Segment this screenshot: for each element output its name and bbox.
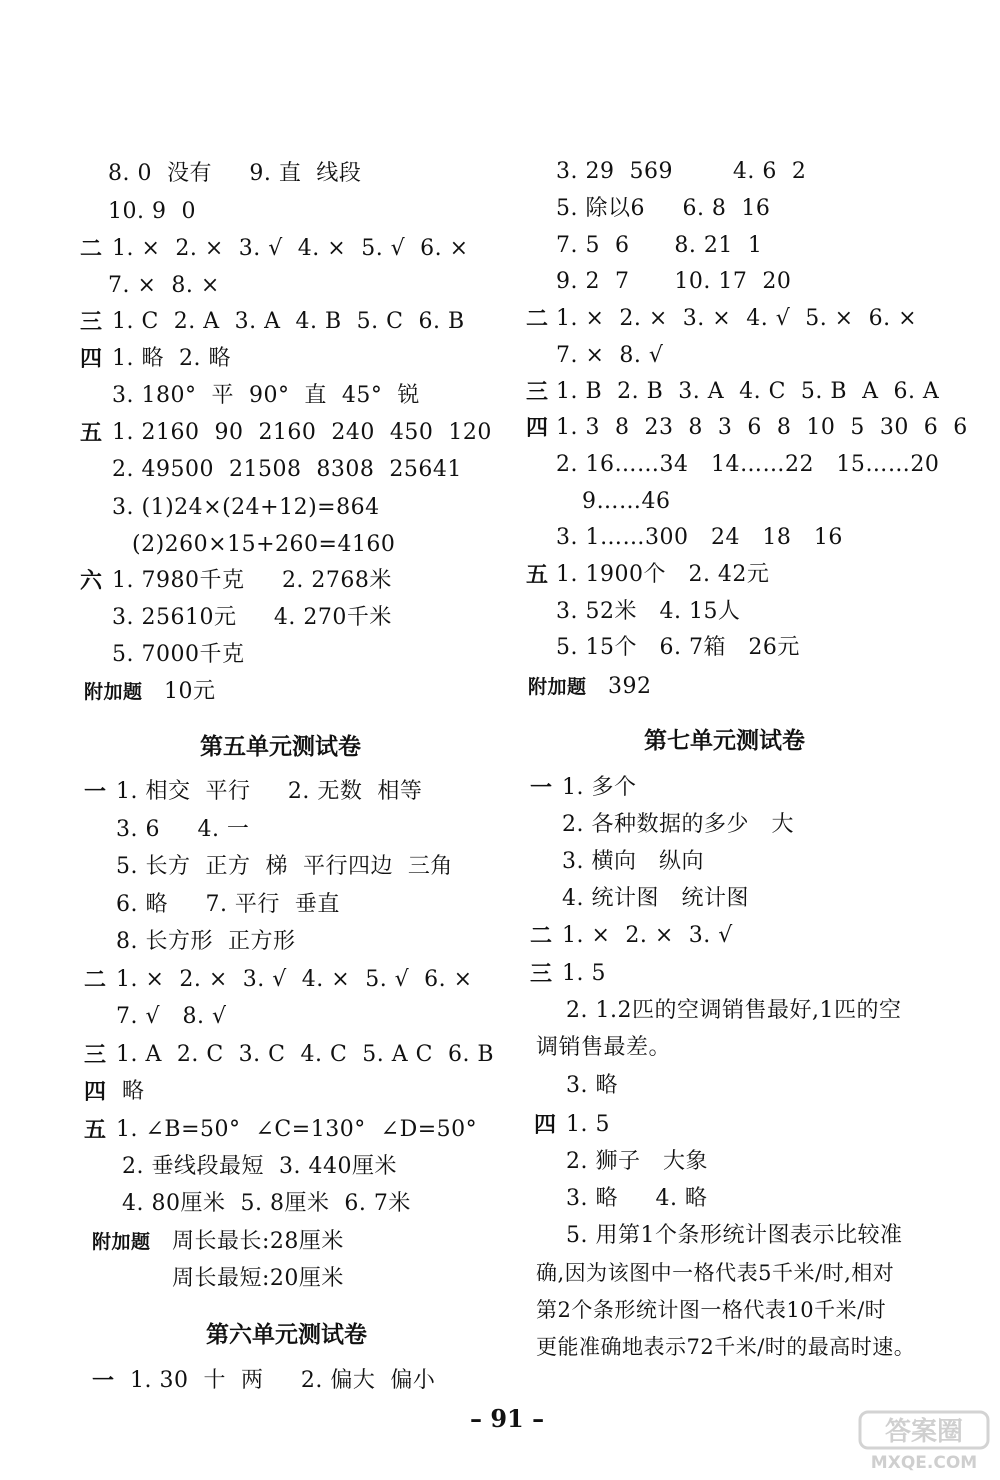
section-marker: 二 — [84, 967, 107, 993]
answer-line: 8. 长方形 正方形 — [116, 929, 296, 954]
bonus-label: 附加题 — [84, 681, 143, 703]
section-marker: 二 — [526, 306, 549, 332]
bonus-label: 附加题 — [92, 1231, 151, 1253]
section-marker: 五 — [84, 1117, 107, 1143]
answer-line: 1. × 2. × 3. √ 4. × 5. √ 6. × — [112, 236, 469, 261]
bonus-label: 附加题 — [528, 676, 587, 698]
answer-line: (2)260×15+260=4160 — [132, 532, 396, 557]
section-marker: 二 — [530, 923, 553, 949]
answer-line: 3. 6 4. 一 — [116, 817, 250, 842]
answer-line: 5. 长方 正方 梯 平行四边 三角 — [116, 854, 453, 879]
answer-line: 1. 7980千克 2. 2768米 — [112, 568, 392, 593]
section-marker: 三 — [530, 961, 553, 987]
answer-line: 2. 狮子 大象 — [566, 1149, 708, 1174]
answer-line: 9……46 — [582, 489, 671, 514]
section-marker: 三 — [80, 309, 103, 335]
answer-line: 4. 80厘米 5. 8厘米 6. 7米 — [122, 1191, 411, 1216]
answer-line: 3. 横向 纵向 — [562, 849, 704, 874]
answer-line: 1. 略 2. 略 — [112, 346, 231, 371]
watermark-logo — [858, 1408, 990, 1474]
section-marker: 五 — [80, 420, 103, 446]
answer-line: 1. ∠B=50° ∠C=130° ∠D=50° — [116, 1117, 478, 1142]
answer-line: 7. × 8. × — [108, 273, 220, 298]
answer-line: 2. 垂线段最短 3. 440厘米 — [122, 1154, 397, 1179]
answer-line: 1. × 2. × 3. √ — [562, 923, 733, 948]
answer-line: 周长最短:20厘米 — [172, 1266, 344, 1291]
answer-line: 1. × 2. × 3. × 4. √ 5. × 6. × — [556, 306, 918, 331]
answer-line: 3. 略 4. 略 — [566, 1186, 708, 1211]
section-marker: 四 — [80, 346, 103, 372]
page-number: – 91 – — [470, 1404, 545, 1433]
answer-line: 2. 各种数据的多少 大 — [562, 812, 794, 837]
answer-line: 5. 7000千克 — [112, 642, 245, 667]
section-marker: 一 — [92, 1368, 115, 1394]
answer-line: 1. B 2. B 3. A 4. C 5. B A 6. A — [556, 379, 940, 404]
answer-line: 1. 1900个 2. 42元 — [556, 562, 770, 587]
answer-line: 3. 180° 平 90° 直 45° 锐 — [112, 383, 420, 408]
answer-line: 10. 9 0 — [108, 199, 196, 224]
answer-line: 4. 统计图 统计图 — [562, 886, 749, 911]
answer-line: 1. 2160 90 2160 240 450 120 — [112, 420, 492, 445]
answer-line: 10元 — [164, 679, 216, 704]
answer-line: 2. 16……34 14……22 15……20 — [556, 452, 940, 477]
section-marker: 三 — [84, 1042, 107, 1068]
svg-text:答案圈: 答案圈 — [884, 1417, 964, 1447]
section-marker: 六 — [80, 568, 103, 594]
answer-line: 更能准确地表示72千米/时的最高时速。 — [536, 1335, 916, 1359]
section-marker: 三 — [526, 379, 549, 405]
unit-title: 第七单元测试卷 — [644, 727, 805, 754]
answer-line: 3. 25610元 4. 270千米 — [112, 605, 392, 630]
answer-line: 1. 3 8 23 8 3 6 8 10 5 30 6 6 — [556, 415, 968, 440]
unit-title: 第六单元测试卷 — [206, 1321, 367, 1348]
answer-line: 8. 0 没有 9. 直 线段 — [108, 161, 362, 186]
unit-title: 第五单元测试卷 — [200, 733, 361, 760]
answer-line: 3. (1)24×(24+12)=864 — [112, 495, 380, 520]
answer-line: 3. 29 569 4. 6 2 — [556, 159, 807, 184]
answer-line: 确,因为该图中一格代表5千米/时,相对 — [536, 1261, 895, 1285]
answer-line: 略 — [122, 1079, 145, 1104]
answer-line: 9. 2 7 10. 17 20 — [556, 269, 792, 294]
answer-line: 7. 5 6 8. 21 1 — [556, 233, 763, 258]
answer-line: 5. 用第1个条形统计图表示比较准 — [566, 1223, 903, 1248]
answer-line: 1. 5 — [566, 1112, 610, 1137]
section-marker: 四 — [534, 1112, 557, 1138]
answer-line: 2. 49500 21508 8308 25641 — [112, 457, 462, 482]
section-marker: 四 — [84, 1079, 107, 1105]
answer-line: 7. × 8. √ — [556, 343, 664, 368]
section-marker: 五 — [526, 562, 549, 588]
section-marker: 一 — [530, 775, 553, 801]
answer-line: 1. A 2. C 3. C 4. C 5. A C 6. B — [116, 1042, 495, 1067]
answer-line: 392 — [608, 674, 652, 699]
answer-line: 2. 1.2匹的空调销售最好,1匹的空 — [566, 998, 902, 1023]
answer-line: 1. 30 十 两 2. 偏大 偏小 — [130, 1368, 436, 1393]
answer-line: 1. C 2. A 3. A 4. B 5. C 6. B — [112, 309, 465, 334]
section-marker: 一 — [84, 779, 107, 805]
answer-line: 1. 相交 平行 2. 无数 相等 — [116, 779, 423, 804]
answer-line: 第2个条形统计图一格代表10千米/时 — [536, 1298, 887, 1322]
answer-line: 5. 除以6 6. 8 16 — [556, 196, 771, 221]
answer-line: 6. 略 7. 平行 垂直 — [116, 892, 340, 917]
answer-line: 3. 略 — [566, 1073, 618, 1098]
section-marker: 四 — [526, 415, 549, 441]
answer-line: 调销售最差。 — [536, 1035, 672, 1060]
section-marker: 二 — [80, 236, 103, 262]
answer-line: 周长最长:28厘米 — [172, 1229, 344, 1254]
answer-line: 1. 5 — [562, 961, 606, 986]
answer-line: 7. √ 8. √ — [116, 1004, 227, 1029]
answer-line: 1. × 2. × 3. √ 4. × 5. √ 6. × — [116, 967, 473, 992]
answer-line: 5. 15个 6. 7箱 26元 — [556, 635, 800, 660]
answer-line: 3. 1……300 24 18 16 — [556, 525, 843, 550]
svg-text:MXQE.COM: MXQE.COM — [870, 1453, 978, 1473]
answer-line: 1. 多个 — [562, 775, 637, 800]
answer-line: 3. 52米 4. 15人 — [556, 599, 741, 624]
